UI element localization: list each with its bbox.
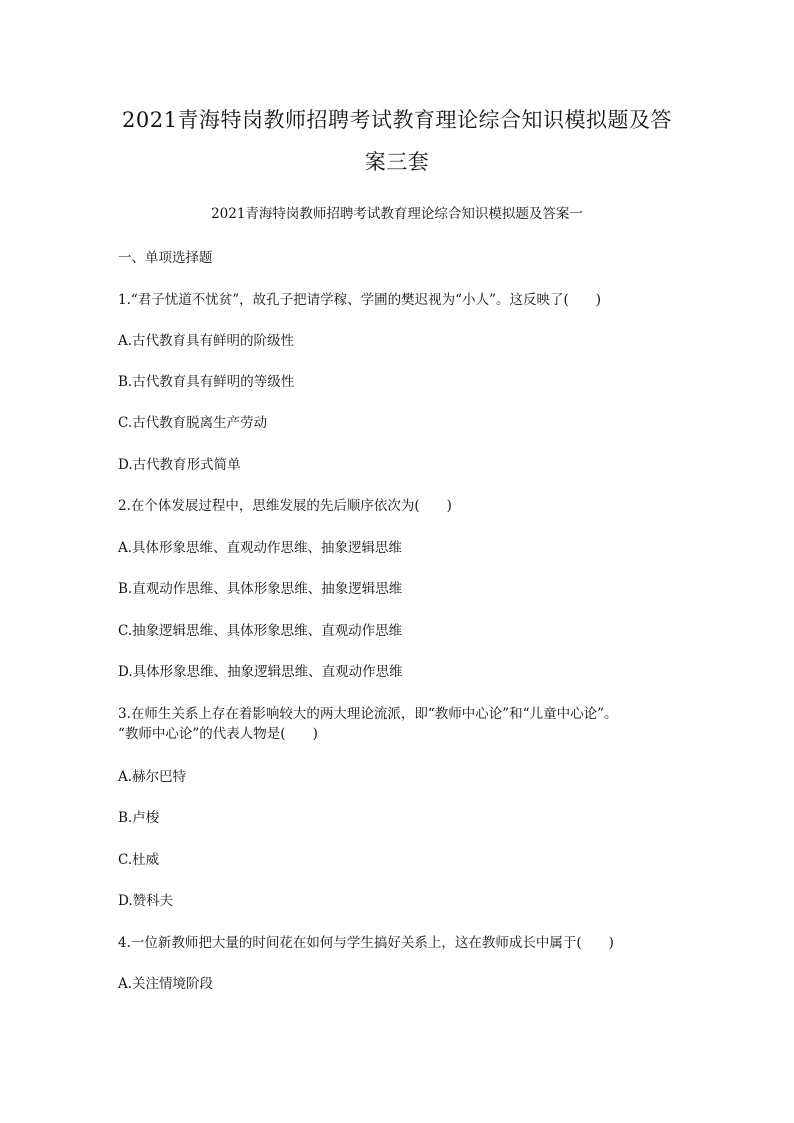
question-2-option-a: A.具体形象思维、直观动作思维、抽象逻辑思维 <box>118 540 403 556</box>
document-title-line-2: 案三套 <box>364 150 430 174</box>
question-1-option-d: D.古代教育形式简单 <box>118 457 241 473</box>
question-2-option-c: C.抽象逻辑思维、具体形象思维、直观动作思维 <box>118 623 403 639</box>
question-3-stem: 3.在师生关系上存在着影响较大的两大理论流派，即“教师中心论”和“儿童中心论”。 <box>118 706 618 722</box>
question-1-stem: 1.“君子忧道不忧贫”，故孔子把请学稼、学圃的樊迟视为“小人”。这反映了( ) <box>118 292 602 308</box>
question-3-option-c: C.杜威 <box>118 852 160 868</box>
section-heading: 一、单项选择题 <box>118 250 213 266</box>
question-1-option-b: B.古代教育具有鲜明的等级性 <box>118 374 295 390</box>
question-4-stem: 4.一位新教师把大量的时间花在如何与学生搞好关系上，这在教师成长中属于( ) <box>118 935 614 951</box>
document-title-line-1: 2021青海特岗教师招聘考试教育理论综合知识模拟题及答 <box>122 108 672 132</box>
question-2-stem: 2.在个体发展过程中，思维发展的先后顺序依次为( ) <box>118 498 452 514</box>
question-2-option-d: D.具体形象思维、抽象逻辑思维、直观动作思维 <box>118 664 403 680</box>
question-3-stem-continued: “教师中心论”的代表人物是( ) <box>118 726 318 742</box>
question-1-option-a: A.古代教育具有鲜明的阶级性 <box>118 333 295 349</box>
question-3-option-a: A.赫尔巴特 <box>118 769 187 785</box>
question-1-option-c: C.古代教育脱离生产劳动 <box>118 415 268 431</box>
document-subtitle: 2021青海特岗教师招聘考试教育理论综合知识模拟题及答案一 <box>211 206 583 222</box>
question-2-option-b: B.直观动作思维、具体形象思维、抽象逻辑思维 <box>118 581 403 597</box>
question-3-option-b: B.卢梭 <box>118 810 160 826</box>
question-4-option-a: A.关注情境阶段 <box>118 976 214 992</box>
question-3-option-d: D.赞科夫 <box>118 893 174 909</box>
